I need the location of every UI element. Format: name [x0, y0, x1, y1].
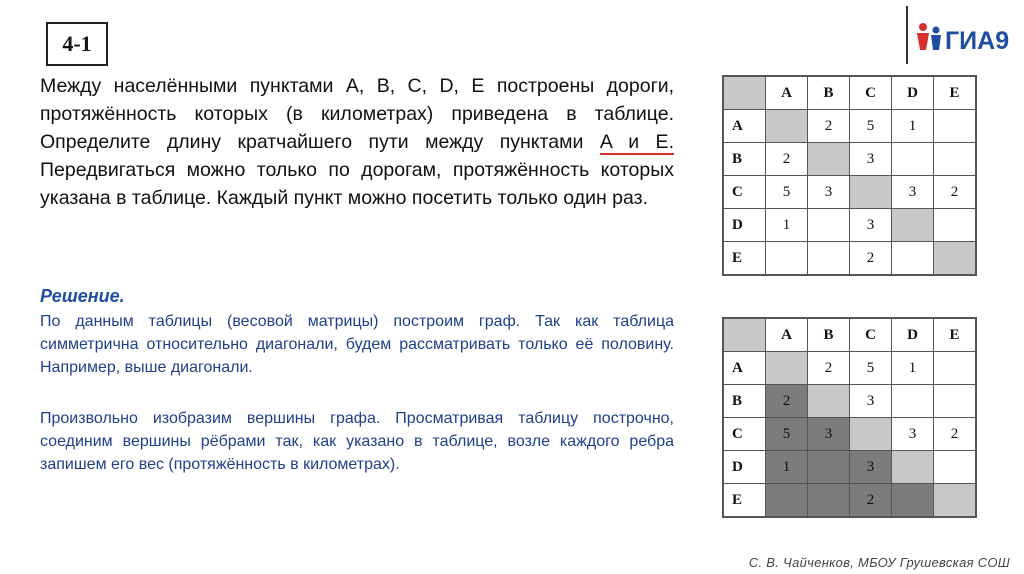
- matrix-cell: [892, 143, 934, 176]
- matrix-cell: [808, 385, 850, 418]
- matrix-cell: [934, 110, 976, 143]
- matrix-cell: [934, 484, 976, 517]
- matrix-cell: 2: [850, 242, 892, 275]
- matrix-cell: [808, 209, 850, 242]
- matrix-cell: [892, 209, 934, 242]
- matrix-cell: [892, 484, 934, 517]
- row-header: D: [724, 209, 766, 242]
- matrix-cell: 2: [766, 143, 808, 176]
- row-header: D: [724, 451, 766, 484]
- weight-matrix-table-shaded: [723, 318, 976, 517]
- matrix-cell: [892, 385, 934, 418]
- matrix-cell: 2: [934, 176, 976, 209]
- matrix-cell: [766, 110, 808, 143]
- author-footer: С. В. Чайченков, МБОУ Грушевская СОШ: [748, 555, 1010, 570]
- gia9-logo: [914, 18, 1016, 56]
- matrix-cell: [934, 451, 976, 484]
- matrix-cell: [934, 143, 976, 176]
- matrix-cell: 3: [850, 209, 892, 242]
- matrix-cell: 3: [808, 418, 850, 451]
- matrix-cell: [808, 242, 850, 275]
- matrix-cell: 1: [892, 110, 934, 143]
- matrix-cell: [766, 352, 808, 385]
- matrix-cell: 5: [850, 352, 892, 385]
- matrix-cell: [850, 176, 892, 209]
- corner-cell: [724, 319, 766, 352]
- row-header: B: [724, 385, 766, 418]
- col-header: B: [808, 319, 850, 352]
- matrix-cell: 1: [892, 352, 934, 385]
- matrix-cell: [850, 418, 892, 451]
- matrix-cell: 2: [850, 484, 892, 517]
- col-header: C: [850, 319, 892, 352]
- matrix-cell: 2: [934, 418, 976, 451]
- solution-title: Решение.: [40, 286, 125, 306]
- gia-people-icon: [914, 18, 1016, 56]
- row-header: E: [724, 242, 766, 275]
- col-header: A: [766, 77, 808, 110]
- weight-matrix-table: [723, 76, 976, 275]
- matrix-cell: [808, 143, 850, 176]
- matrix-cell: [934, 209, 976, 242]
- matrix-cell: [892, 242, 934, 275]
- row-header: A: [724, 352, 766, 385]
- row-header: B: [724, 143, 766, 176]
- matrix-cell: 3: [892, 176, 934, 209]
- col-header: C: [850, 77, 892, 110]
- matrix-cell: [808, 484, 850, 517]
- matrix-cell: 2: [808, 110, 850, 143]
- matrix-cell: 3: [808, 176, 850, 209]
- matrix-cell: 1: [766, 451, 808, 484]
- matrix-cell: [934, 385, 976, 418]
- problem-statement: Между населёнными пунктами A, B, C, D, E построены дороги, протяжённость которых (в километрах) приведена в таблице. Определите длину кратчайшего пути между пунктами A и E. Передвигаться можно только по дорогам, протяжённость которых указана в таблице. Каждый пункт можно посетить только один раз.: [40, 75, 674, 209]
- matrix-cell: 2: [808, 352, 850, 385]
- row-header: C: [724, 176, 766, 209]
- matrix-cell: [934, 352, 976, 385]
- matrix-cell: 3: [892, 418, 934, 451]
- row-header: A: [724, 110, 766, 143]
- matrix-cell: [766, 484, 808, 517]
- row-header: E: [724, 484, 766, 517]
- col-header: A: [766, 319, 808, 352]
- matrix-cell: 5: [766, 176, 808, 209]
- row-header: C: [724, 418, 766, 451]
- matrix-cell: 1: [766, 209, 808, 242]
- col-header: D: [892, 77, 934, 110]
- logo-text: ГИА9: [945, 27, 1010, 55]
- header-divider: [906, 6, 908, 64]
- matrix-cell: [766, 242, 808, 275]
- col-header: B: [808, 77, 850, 110]
- col-header: D: [892, 319, 934, 352]
- matrix-cell: [808, 451, 850, 484]
- matrix-cell: 3: [850, 451, 892, 484]
- solution-paragraph-1: По данным таблицы (весовой матрицы) построим граф. Так как таблица симметрична относительно диагонали, будем рассматривать только её половину. Например, выше диагонали.: [40, 313, 674, 376]
- matrix-cell: [934, 242, 976, 275]
- matrix-cell: 2: [766, 385, 808, 418]
- matrix-cell: 5: [766, 418, 808, 451]
- matrix-cell: 5: [850, 110, 892, 143]
- solution-paragraph-2: Произвольно изобразим вершины графа. Просматривая таблицу построчно, соединим вершины рёбрами так, как указано в таблице, возле каждого ребра запишем его вес (протяжённость в километрах).: [40, 410, 674, 473]
- col-header: E: [934, 319, 976, 352]
- corner-cell: [724, 77, 766, 110]
- matrix-cell: 3: [850, 385, 892, 418]
- col-header: E: [934, 77, 976, 110]
- matrix-cell: 3: [850, 143, 892, 176]
- underlined-points: A и E.: [599, 131, 674, 153]
- matrix-cell: [892, 451, 934, 484]
- slide-number-badge: 4-1: [46, 22, 108, 66]
